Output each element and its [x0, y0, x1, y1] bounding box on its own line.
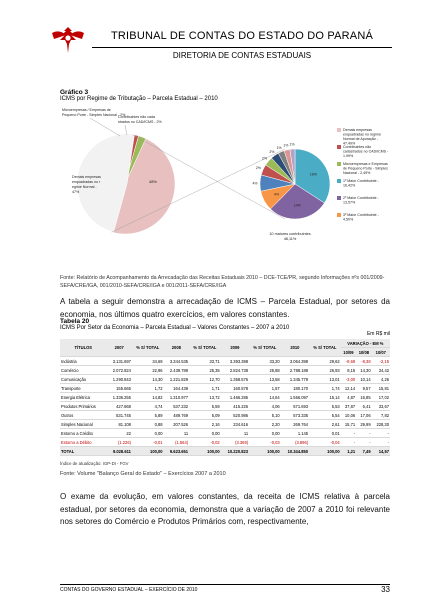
legend-text-5: 13,57%	[343, 200, 356, 205]
table-cell: 164.439	[164, 384, 190, 393]
row-label: Comunicação	[60, 375, 106, 384]
icms-sector-table	[60, 339, 390, 456]
table-cell: 25,35	[189, 366, 221, 375]
table-cell: 571.693	[281, 402, 309, 411]
table-row	[60, 393, 390, 402]
pie-label-demais-pct: 48%	[148, 179, 158, 184]
table-cell: 22,96	[132, 366, 164, 375]
table-cell: -0,01	[132, 438, 164, 447]
header-var-10-08: 10/08	[356, 348, 371, 357]
table-cell: 155.665	[106, 384, 132, 393]
legend-text-5: 2º Maior Contribuinte -	[343, 196, 379, 200]
footer-text: CONTAS DO GOVERNO ESTADUAL – EXERCÍCIO DE 2010	[60, 587, 198, 593]
department-subtitle: DIRETORIA DE CONTAS ESTADUAIS	[172, 51, 312, 60]
table-cell: 537.232	[164, 402, 190, 411]
pie-label-demais-2: enquadradas no r	[72, 180, 101, 184]
table-cell: 14,64	[249, 393, 281, 402]
row-label: Simples Nacional	[60, 420, 106, 429]
legend-text-6: 4,50%	[343, 217, 354, 222]
table-cell: 5,89	[132, 411, 164, 420]
sub-pie-label-1: 16%	[309, 172, 317, 177]
legend-text-2: 1,99%	[343, 154, 354, 158]
header-pct-2009: % S/ TOTAL	[249, 339, 281, 357]
pie-label-demais-4: 47%	[72, 190, 80, 194]
figure-label: Gráfico 3	[60, 89, 89, 96]
legend-swatch-3	[337, 162, 341, 166]
sub-pie-label-9: 1%	[283, 143, 289, 148]
table-cell: 81.108	[106, 420, 132, 429]
pie-label-demais-1: Demais empresas	[72, 175, 101, 179]
total-cell: 100,00	[189, 447, 221, 456]
table-cell: 10,06	[341, 411, 356, 420]
table-cell: 234.616	[221, 420, 249, 429]
parana-coat-of-arms-logo	[50, 25, 86, 55]
table-cell: -	[356, 438, 371, 447]
legend-swatch-4	[337, 179, 341, 183]
page-number: 33	[381, 585, 390, 594]
header-var-10-07: 10/07	[372, 348, 390, 357]
table-cell: 11	[164, 429, 190, 438]
table-cell: -	[372, 438, 390, 447]
table-cell: 1.310.977	[164, 393, 190, 402]
table-cell: 2.788.188	[281, 366, 309, 375]
total-cell: 100,00	[309, 447, 341, 456]
sub-pie-label-2: 14%	[293, 203, 301, 208]
pie-label-mpe-cont: Pequeno Porte - Simples Nacional - 2%	[62, 113, 126, 117]
table-body	[60, 357, 390, 456]
legend-text-1: Demais empresas	[343, 128, 372, 132]
sub-pie-total-label: 10 maiores contribuintes	[269, 232, 311, 236]
legend-text-3: Nacional - 2,49%	[343, 171, 371, 175]
table-cell: 13,01	[309, 375, 341, 384]
table-cell: 573.335	[281, 411, 309, 420]
table-cell: 2.072.824	[106, 366, 132, 375]
pie-label-nao-cad-cont: strados no CAD/ICMS - 2%	[118, 120, 162, 124]
header-2010: 2010	[281, 339, 309, 357]
figure-caption: ICMS por Regime de Tributação – Parcela Estadual – 2010	[60, 96, 218, 102]
table-row	[60, 420, 390, 429]
row-label: Estorno a Crédito	[60, 429, 106, 438]
legend-swatch-5	[337, 196, 341, 200]
legend-text-1: 47,49%	[343, 141, 356, 146]
table-cell: 33,20	[249, 357, 281, 366]
legend-text-6: 3º Maior Contribuinte -	[343, 213, 379, 217]
table-cell: 3.344.535	[164, 357, 190, 366]
header-2008: 2008	[164, 339, 190, 357]
table-cell: 1,74	[309, 384, 341, 393]
table-cell: 4,06	[249, 402, 281, 411]
total-cell: 1,21	[341, 447, 356, 456]
table-cell: 1.290.843	[106, 375, 132, 384]
figure-source: Fonte: Relatório de Acompanhamento da Arrecadação das Receitas Estaduais 2010 – DCE-TCE/PR, segundo Informações nºs 001/2009-SEFA/CRE/IGA, 001/2010-SEFA/CRE/IGA e 001/2011-SEFA/CRE/IGA	[60, 275, 385, 289]
table-cell: 3.131.697	[106, 357, 132, 366]
table-cell: 33,71	[189, 357, 221, 366]
table-row	[60, 411, 390, 420]
total-cell: 9.623.651	[164, 447, 190, 456]
table-row	[60, 384, 390, 393]
table-cell: 180.170	[281, 384, 309, 393]
table-cell: 269.764	[281, 420, 309, 429]
table-cell: 12,14	[341, 384, 356, 393]
table-cell: 5,10	[249, 411, 281, 420]
header-pct-2007: % S/ TOTAL	[132, 339, 164, 357]
table-cell: 1,71	[189, 384, 221, 393]
pie-label-nao-cad: Contribuintes não cada	[118, 115, 155, 119]
total-cell: 9.028.611	[106, 447, 132, 456]
table-cell: 33,67	[372, 402, 390, 411]
row-label: Energia Elétrica	[60, 393, 106, 402]
row-label: Indústria	[60, 357, 106, 366]
table-caption: ICMS Por Setor da Economia – Parcela Estadual – Valores Constantes – 2007 a 2010	[60, 325, 290, 331]
callout-mpe	[90, 118, 120, 136]
table-unit: Em R$ mil	[366, 331, 390, 337]
table-cell: 5,54	[309, 411, 341, 420]
table-cell: 34,69	[132, 357, 164, 366]
header-var-10-09: 10/09	[341, 348, 356, 357]
table-label: Tabela 20	[60, 318, 90, 325]
table-cell: 4,87	[341, 393, 356, 402]
table-cell: -	[356, 429, 371, 438]
header-pct-2008: % S/ TOTAL	[189, 339, 221, 357]
table-cell: 13,58	[249, 375, 281, 384]
legend-text-2: cadastrados no CAD/ICMS -	[343, 149, 389, 154]
paragraph-analysis: O exame da evolução, em valores constantes, da receita de ICMS relativa à parcela estadual, por setores da economia, demonstra que a variação de 2007 a 2010 foi relevante nos setores do Comércio e Produtos Primários com, respectivamente,	[60, 492, 390, 526]
sub-pie-total-pct: 48,11%	[283, 237, 297, 241]
table-cell: 4,26	[372, 375, 390, 384]
table-cell: 29,62	[309, 357, 341, 366]
table-cell: 2,20	[249, 420, 281, 429]
table-cell: 1.336.255	[106, 393, 132, 402]
table-row	[60, 429, 390, 438]
legend-text-1: Normal de Apuração -	[343, 137, 378, 141]
table-cell: 1.466.285	[221, 393, 249, 402]
table-cell: 1.145	[281, 429, 309, 438]
sub-pie-label-6: 2%	[262, 156, 268, 161]
table-cell: 1.345.779	[281, 375, 309, 384]
table-source: Fonte: Volume "Balanço Geral do Estado" – Exercícios 2007 a 2010	[60, 471, 226, 477]
table-cell: 5,09	[189, 411, 221, 420]
table-cell: -8,38	[356, 357, 371, 366]
table-row	[60, 357, 390, 366]
table-cell: 17,06	[356, 411, 371, 420]
legend-text-2: Contribuintes não	[343, 145, 372, 149]
table-total-row	[60, 447, 390, 456]
table-cell: (3.369)	[221, 438, 249, 447]
row-label: Produtos Primários	[60, 402, 106, 411]
table-cell: 14,30	[356, 366, 371, 375]
table-cell: 15,71	[341, 420, 356, 429]
table-cell: 12,70	[189, 375, 221, 384]
table-cell: (3.896)	[281, 438, 309, 447]
table-cell: 15,81	[372, 384, 390, 393]
table-cell: 7,82	[372, 411, 390, 420]
table-cell: 4,74	[132, 402, 164, 411]
table-cell: 0,00	[189, 429, 221, 438]
table-cell: 415.226	[221, 402, 249, 411]
legend-text-4: 1º Maior Contribuinte -	[343, 179, 379, 183]
table-row	[60, 366, 390, 375]
table-cell: 1.566.097	[281, 393, 309, 402]
table-cell: 11	[221, 429, 249, 438]
total-cell: 10.220.823	[221, 447, 249, 456]
table-cell: 10,14	[356, 375, 371, 384]
table-cell: 16,85	[356, 393, 371, 402]
footer-divider	[60, 584, 390, 585]
total-cell: 10.344.850	[281, 447, 309, 456]
header-divider	[92, 47, 392, 48]
table-cell: 3.064.398	[281, 357, 309, 366]
table-cell: 5,59	[189, 402, 221, 411]
table-cell: 489.769	[164, 411, 190, 420]
table-cell: 0,00	[132, 429, 164, 438]
table-note: Índice de atualização: IGP-DI - FGV	[60, 461, 129, 466]
table-cell: 1,57	[249, 384, 281, 393]
table-cell: 25,88	[249, 366, 281, 375]
table-cell: 0,88	[132, 420, 164, 429]
pie-label-mpe: Microempresas / Empresas de	[62, 108, 111, 112]
table-cell: 427.668	[106, 402, 132, 411]
row-label: Transporte	[60, 384, 106, 393]
table-cell: 531.745	[106, 411, 132, 420]
total-cell: 100,00	[132, 447, 164, 456]
table-row	[60, 402, 390, 411]
legend-text-1: enquadradas no regime	[343, 132, 381, 137]
legend-swatch-6	[337, 213, 341, 217]
table-header-row	[60, 339, 390, 348]
callout-nao-cad	[125, 125, 127, 135]
header-pct-2010: % S/ TOTAL	[309, 339, 341, 357]
table-row	[60, 375, 390, 384]
header-variacao: VARIAÇÃO - EM %	[341, 339, 390, 348]
table-cell: -9,69	[341, 357, 356, 366]
table-cell: 1.358.576	[221, 375, 249, 384]
table-cell: 2.824.738	[221, 366, 249, 375]
legend-swatch-1	[337, 128, 341, 132]
legend-text-4: 16,42%	[343, 183, 356, 188]
table-cell: -0,02	[189, 438, 221, 447]
table-cell: -0,04	[309, 438, 341, 447]
legend-swatch-2	[337, 145, 341, 149]
icms-pie-of-pie-chart	[60, 106, 390, 266]
table-cell: -	[341, 438, 356, 447]
row-label: Outros	[60, 411, 106, 420]
table-cell: 13,72	[189, 393, 221, 402]
table-cell: 8,15	[341, 366, 356, 375]
header-2007: 2007	[106, 339, 132, 357]
sub-pie-label-8: 1%	[276, 145, 282, 150]
table-cell: 520.986	[221, 411, 249, 420]
paragraph-intro: A tabela a seguir demonstra a arrecadação de ICMS – Parcela Estadual, por setores da economia, nos últimos quatro exercícios, em valores constantes.	[60, 297, 390, 319]
table-cell: -3,00	[341, 375, 356, 384]
total-cell: 100,00	[249, 447, 281, 456]
table-cell: (1.226)	[106, 438, 132, 447]
table-cell: 228,30	[372, 420, 390, 429]
table-cell: -0,03	[249, 438, 281, 447]
table-cell: 17,02	[372, 393, 390, 402]
table-cell: 1.221.829	[164, 375, 190, 384]
table-cell: 0,00	[249, 429, 281, 438]
table-cell: 29,99	[356, 420, 371, 429]
table-cell: 22	[106, 429, 132, 438]
table-cell: 9,57	[356, 384, 371, 393]
table-cell: 15,14	[309, 393, 341, 402]
sub-pie-label-5: 2%	[255, 166, 261, 171]
table-cell: 14,82	[132, 393, 164, 402]
table-cell: 2.439.789	[164, 366, 190, 375]
sub-pie-label-10: 1%	[289, 142, 295, 147]
header-2009: 2009	[221, 339, 249, 357]
header-titulos: TÍTULOS	[60, 339, 106, 357]
total-cell: 14,57	[372, 447, 390, 456]
table-cell: 3.393.398	[221, 357, 249, 366]
table-cell: 2,16	[189, 420, 221, 429]
table-cell: 160.578	[221, 384, 249, 393]
row-label: Estorno a Débito	[60, 438, 106, 447]
table-cell: 207.526	[164, 420, 190, 429]
legend-text-3: Microempresas e Empresas	[343, 162, 388, 166]
pie-label-demais-3: egime Normal -	[72, 185, 97, 189]
table-cell: 5,53	[309, 402, 341, 411]
total-cell: 7,49	[356, 447, 371, 456]
legend-text-3: de Pequeno Porte - Simples	[343, 166, 388, 171]
table-cell: 14,30	[132, 375, 164, 384]
table-cell: -	[372, 429, 390, 438]
table-cell: 37,87	[341, 402, 356, 411]
row-label: Comércio	[60, 366, 106, 375]
table-cell: 34,42	[372, 366, 390, 375]
table-cell: 2,61	[309, 420, 341, 429]
sub-pie-label-4: 4%	[252, 181, 258, 186]
sub-pie-label-7: 2%	[269, 149, 275, 154]
institution-title: TRIBUNAL DE CONTAS DO ESTADO DO PARANÁ	[110, 30, 374, 42]
sub-pie-label-3: 4%	[274, 192, 280, 197]
table-cell: 1,72	[132, 384, 164, 393]
total-label: TOTAL	[60, 447, 106, 456]
table-cell: 0,01	[309, 429, 341, 438]
table-cell: -	[341, 429, 356, 438]
table-cell: 6,41	[356, 402, 371, 411]
table-cell: -2,15	[372, 357, 390, 366]
table-cell: 26,93	[309, 366, 341, 375]
table-cell: (1.564)	[164, 438, 190, 447]
table-row	[60, 438, 390, 447]
